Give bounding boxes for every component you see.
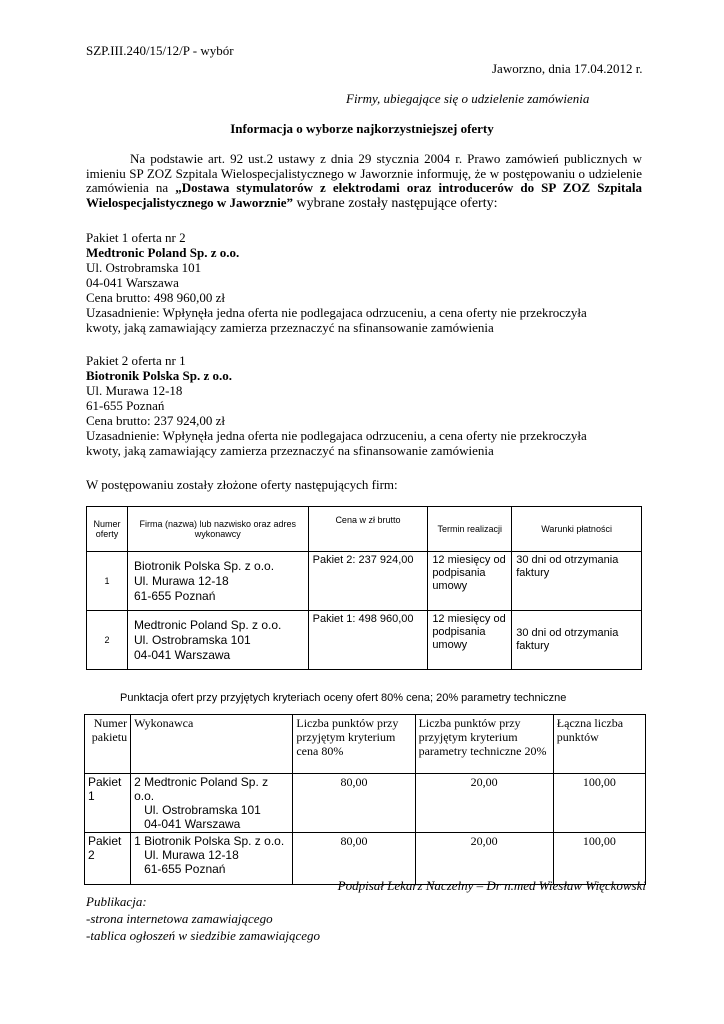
offer-number: 2 xyxy=(87,611,128,670)
publication-item: -strona internetowa zamawiającego xyxy=(86,911,273,926)
package-label: Pakiet 1 oferta nr 2 xyxy=(86,230,186,245)
contractor xyxy=(131,833,293,885)
company-name: Biotronik Polska Sp. z o.o. xyxy=(86,368,233,383)
firm-name: Medtronic Poland Sp. z o.o. xyxy=(133,617,282,632)
offer-payment: 30 dni od otrzymania faktury xyxy=(512,611,642,670)
table-row xyxy=(85,833,646,885)
contractor-street: Ul. Ostrobramska 101 xyxy=(144,803,261,817)
publication-block xyxy=(86,893,320,944)
table-row xyxy=(87,611,642,670)
document-reference: SZP.III.240/15/12/P - wybór xyxy=(86,43,234,58)
gross-price: Cena brutto: 498 960,00 zł xyxy=(86,290,226,305)
tech-points: 20,00 xyxy=(415,774,553,833)
header-offer-number: Numer oferty xyxy=(87,507,128,552)
tender-subject: „Dostawa stymulatorów z elektrodami oraz introducerów do SP ZOZ Szpitala Wielospecjalistycznego w Jaworznie” xyxy=(86,180,642,210)
package-number: Pakiet 2 xyxy=(85,833,131,885)
gross-price: Cena brutto: 237 924,00 zł xyxy=(86,413,226,428)
addressee: Firmy, ubiegające się o udzielenie zamówienia xyxy=(346,91,590,106)
header-payment: Warunki płatności xyxy=(512,507,642,552)
header-contractor: Wykonawca xyxy=(131,715,293,774)
score-table xyxy=(84,714,646,885)
publication-item: -tablica ogłoszeń w siedzibie zamawiającego xyxy=(86,928,320,943)
offers-table-header xyxy=(87,507,642,552)
firm-city: 61-655 Poznań xyxy=(133,588,216,603)
offer-price: Pakiet 1: 498 960,00 xyxy=(308,611,428,670)
signature: Podpisał Lekarz Naczelny – Dr n.med Wiesław Więckowski xyxy=(337,878,646,893)
package-label: Pakiet 2 oferta nr 1 xyxy=(86,353,186,368)
header-price: Cena w zł brutto xyxy=(308,507,428,552)
score-caption: Punktacja ofert przy przyjętych kryteriach oceny ofert 80% cena; 20% parametry techniczne xyxy=(120,692,567,704)
contractor-street: Ul. Murawa 12-18 xyxy=(144,848,239,862)
header-total-points: Łączna liczba punktów xyxy=(553,715,645,774)
firm-street: Ul. Murawa 12-18 xyxy=(133,573,229,588)
price-points: 80,00 xyxy=(293,774,415,833)
firm-street: Ul. Ostrobramska 101 xyxy=(133,632,251,647)
company-name: Medtronic Poland Sp. z o.o. xyxy=(86,245,240,260)
header-package-number: Numer pakietu xyxy=(85,715,131,774)
justification-cont: kwoty, jaką zamawiający zamierza przeznaczyć na sfinansowanie zamówienia xyxy=(86,320,494,335)
offer-payment: 30 dni od otrzymania faktury xyxy=(512,552,642,611)
contractor xyxy=(131,774,293,833)
company-city: 04-041 Warszawa xyxy=(86,275,179,290)
intro-tail: wybrane zostały następujące oferty: xyxy=(293,195,498,211)
offer-firm xyxy=(127,552,308,611)
contractor-name: 1 Biotronik Polska Sp. z o.o. xyxy=(134,834,285,848)
table-row xyxy=(87,552,642,611)
justification-cont: kwoty, jaką zamawiający zamierza przeznaczyć na sfinansowanie zamówienia xyxy=(86,443,494,458)
justification: Uzasadnienie: Wpłynęła jedna oferta nie podlegajaca odrzuceniu, a cena oferty nie przekroczyła xyxy=(86,305,587,320)
offers-intro: W postępowaniu zostały złożone oferty następujących firm: xyxy=(86,477,398,492)
intro-paragraph xyxy=(86,152,642,211)
offers-table xyxy=(86,506,642,670)
company-city: 61-655 Poznań xyxy=(86,398,165,413)
header-firm: Firma (nazwa) lub nazwisko oraz adres wykonawcy xyxy=(127,507,308,552)
header-price-points: Liczba punktów przy przyjętym kryterium cena 80% xyxy=(293,715,415,774)
intro-text: Na podstawie art. 92 ust.2 ustawy z dnia 29 stycznia 2004 r. Prawo zamówień publicznych w imieniu SP ZOZ Szpitala Wielospecjalistycznego w Jaworznie informuję, że w postępowaniu o udzielenie zamówienia na xyxy=(86,151,642,195)
justification: Uzasadnienie: Wpłynęła jedna oferta nie podlegajaca odrzuceniu, a cena oferty nie przekroczyła xyxy=(86,428,587,443)
company-street: Ul. Ostrobramska 101 xyxy=(86,260,202,275)
contractor-name: 2 Medtronic Poland Sp. z o.o. xyxy=(134,775,269,803)
firm-name: Biotronik Polska Sp. z o.o. xyxy=(133,558,275,573)
package-number: Pakiet 1 xyxy=(85,774,131,833)
tech-points: 20,00 xyxy=(415,833,553,885)
company-street: Ul. Murawa 12-18 xyxy=(86,383,183,398)
offer-term: 12 miesięcy od podpisania umowy xyxy=(428,552,512,611)
offer-firm xyxy=(127,611,308,670)
place-date: Jaworzno, dnia 17.04.2012 r. xyxy=(492,61,643,76)
firm-city: 04-041 Warszawa xyxy=(133,647,231,662)
score-table-header xyxy=(85,715,646,774)
document-title: Informacja o wyborze najkorzystniejszej oferty xyxy=(230,121,494,136)
contractor-city: 61-655 Poznań xyxy=(144,862,226,876)
total-points: 100,00 xyxy=(553,774,645,833)
contractor-city: 04-041 Warszawa xyxy=(144,817,241,831)
offer-price: Pakiet 2: 237 924,00 xyxy=(308,552,428,611)
table-row xyxy=(85,774,646,833)
header-term: Termin realizacji xyxy=(428,507,512,552)
offer-number: 1 xyxy=(87,552,128,611)
offer-term: 12 miesięcy od podpisania umowy xyxy=(428,611,512,670)
package-2-block xyxy=(86,353,646,458)
total-points: 100,00 xyxy=(553,833,645,885)
header-tech-points: Liczba punktów przy przyjętym kryterium parametry techniczne 20% xyxy=(415,715,553,774)
package-1-block xyxy=(86,230,646,335)
publication-label: Publikacja: xyxy=(86,894,147,909)
price-points: 80,00 xyxy=(293,833,415,885)
